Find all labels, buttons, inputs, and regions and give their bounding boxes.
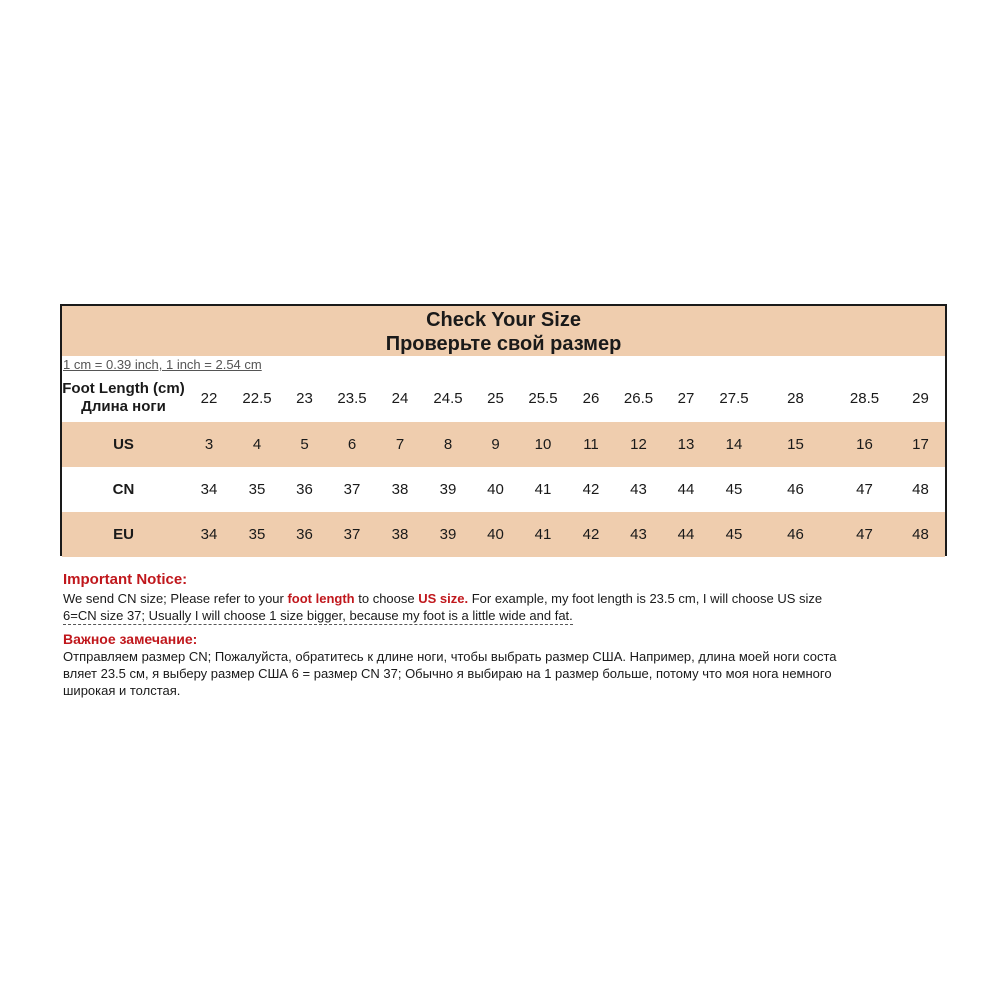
table-cell: 43 (630, 481, 647, 498)
table-cell: 44 (662, 512, 710, 557)
notice-body-ru (63, 648, 843, 699)
table-cell: 28 (787, 389, 804, 407)
notice-heading-ru: Важное замечание: (63, 631, 198, 647)
row-label-en: Foot Length (cm) (62, 380, 185, 397)
important-notice (63, 570, 843, 699)
table-cell: 28.5 (849, 389, 880, 407)
size-chart (60, 304, 947, 556)
table-cell: 46 (758, 512, 833, 557)
notice-heading: Important Notice: (63, 571, 188, 588)
chart-title-ru: Проверьте свой размер (385, 333, 622, 355)
table-cell: 3 (185, 422, 233, 467)
table-cell: 25.5 (528, 389, 558, 407)
row-label-us: US (62, 422, 185, 467)
table-cell: 36 (296, 481, 313, 498)
table-cell: 12 (615, 422, 662, 467)
table-cell: 45 (725, 481, 743, 498)
table-cell: 25 (487, 389, 504, 407)
table-row (62, 512, 945, 557)
table-cell: 45 (710, 512, 758, 557)
notice-ru-line-3: широкая и толстая. (63, 683, 181, 698)
table-cell: 6 (328, 422, 376, 467)
row-label-foot-length (62, 374, 185, 422)
table-cell: 48 (896, 512, 945, 557)
table-cell: 37 (328, 512, 376, 557)
table-row (62, 467, 945, 512)
table-cell: 36 (281, 512, 328, 557)
chart-title: Check Your Size (426, 309, 581, 331)
table-cell: 29 (912, 389, 929, 407)
table-cell: 11 (567, 422, 615, 467)
notice-line-2: 6=CN size 37; Usually I will choose 1 size bigger, because my foot is a little wide and fat. (63, 608, 573, 623)
table-cell: 35 (248, 481, 266, 498)
notice-ru-line-2: вляет 23.5 см, я выберу размер США 6 = размер CN 37; Обычно я выбираю на 1 размер больше, потому что моя нога немного (63, 666, 832, 681)
table-cell: 27 (677, 389, 695, 407)
table-cell: 24.5 (433, 389, 463, 407)
table-cell: 23.5 (337, 389, 367, 407)
table-cell: 34 (200, 481, 218, 498)
table-cell: 44 (677, 481, 695, 498)
table-cell: 40 (487, 481, 504, 498)
table-cell: 13 (662, 422, 710, 467)
table-cell: 22 (200, 389, 218, 407)
table-cell: 5 (281, 422, 328, 467)
table-row (62, 422, 945, 467)
table-cell: 47 (856, 481, 873, 498)
row-label-eu: EU (62, 512, 185, 557)
table-cell: 46 (787, 481, 804, 498)
table-cell: 10 (519, 422, 567, 467)
notice-ru-line-1: Отправляем размер CN; Пожалуйста, обратитесь к длине ноги, чтобы выбрать размер США. Например, длина моей ноги соста (63, 649, 837, 664)
notice-text: to choose (354, 591, 419, 606)
table-cell: 47 (833, 512, 896, 557)
row-label-cn: CN (112, 481, 135, 498)
table-cell: 26.5 (623, 389, 654, 407)
title-band (62, 306, 945, 356)
table-cell: 39 (439, 481, 457, 498)
notice-body-en (63, 590, 843, 624)
notice-text: We send CN size; Please refer to your (63, 591, 288, 606)
table-cell: 42 (582, 481, 600, 498)
table-cell: 42 (567, 512, 615, 557)
table-cell: 34 (185, 512, 233, 557)
table-cell: 24 (391, 389, 409, 407)
row-label-ru: Длина ноги (81, 398, 166, 415)
table-cell: 43 (615, 512, 662, 557)
table-cell: 38 (391, 481, 409, 498)
table-cell: 4 (233, 422, 281, 467)
table-cell: 8 (424, 422, 472, 467)
table-cell: 22.5 (242, 389, 272, 407)
notice-line-1 (63, 590, 843, 607)
table-cell: 41 (534, 481, 552, 498)
notice-highlight-foot-length: foot length (287, 591, 355, 606)
table-cell: 48 (912, 481, 929, 498)
table-cell: 9 (472, 422, 519, 467)
table-cell: 38 (376, 512, 424, 557)
table-row (62, 374, 945, 422)
table-cell: 7 (376, 422, 424, 467)
table-cell: 41 (519, 512, 567, 557)
table-cell: 37 (343, 481, 361, 498)
size-table (62, 374, 945, 557)
conversion-note: 1 cm = 0.39 inch, 1 inch = 2.54 cm (63, 357, 262, 372)
table-cell: 17 (896, 422, 945, 467)
table-cell: 16 (833, 422, 896, 467)
notice-text: For example, my foot length is 23.5 cm, I will choose US size (468, 591, 823, 606)
table-cell: 39 (424, 512, 472, 557)
table-cell: 23 (296, 389, 313, 407)
table-cell: 27.5 (719, 389, 749, 407)
table-cell: 15 (758, 422, 833, 467)
table-cell: 40 (472, 512, 519, 557)
table-cell: 14 (710, 422, 758, 467)
table-cell: 26 (582, 389, 600, 407)
notice-highlight-us-size: US size. (418, 591, 469, 606)
table-cell: 35 (233, 512, 281, 557)
